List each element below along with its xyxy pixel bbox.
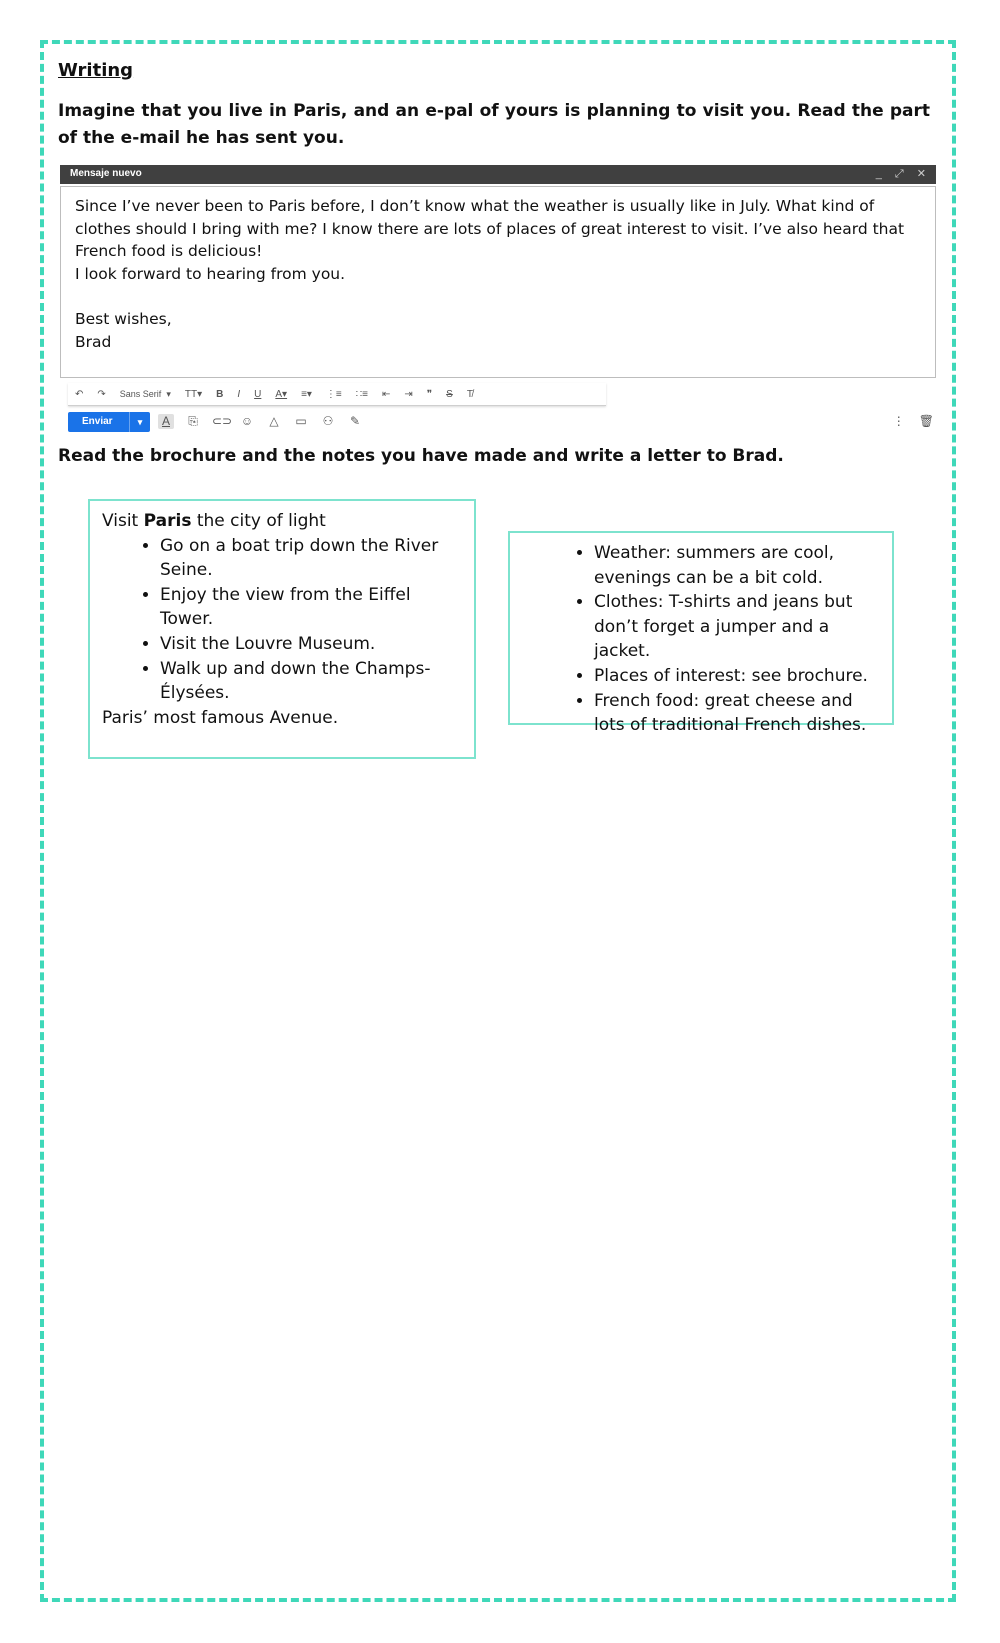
- link-icon[interactable]: ⊂⊃: [212, 414, 233, 428]
- brochure-footer: Paris’ most famous Avenue.: [102, 707, 339, 728]
- text-color-icon[interactable]: A▾: [275, 388, 288, 400]
- undo-icon[interactable]: ↶: [75, 388, 84, 400]
- send-row: [68, 412, 934, 432]
- indent-more-icon[interactable]: ⇥: [404, 388, 413, 400]
- send-options-icon[interactable]: ▾: [129, 412, 150, 432]
- intro-text: Imagine that you live in Paris, and an e-pal of yours is planning to visit you. Read the part of the e-mail he has sent you.: [58, 101, 930, 148]
- email-closing: Best wishes,: [75, 309, 172, 328]
- brochure-item: • Visit the Louvre Museum.: [160, 632, 462, 657]
- emoji-icon[interactable]: ☺: [240, 414, 254, 428]
- brochure-heading: [102, 509, 462, 534]
- redo-icon[interactable]: ↷: [97, 388, 106, 400]
- email-paragraph: Since I’ve never been to Paris before, I don’t know what the weather is usually like in July. What kind of clothes should I bring with me? I know there are lots of places of great interest to visit. I’ve also heard that French food is delicious!: [75, 197, 905, 261]
- brochure-item: • Go on a boat trip down the River Seine.: [160, 534, 462, 583]
- close-icon[interactable]: ✕: [916, 168, 926, 180]
- drive-icon[interactable]: △: [269, 414, 279, 428]
- trash-icon[interactable]: 🗑: [918, 414, 934, 428]
- send-button[interactable]: [68, 412, 150, 432]
- attach-icon[interactable]: ⎘: [188, 414, 198, 428]
- confidential-icon[interactable]: ⚇: [322, 414, 334, 428]
- brochure-suffix: the city of light: [191, 511, 326, 531]
- note-item: • Clothes: T-shirts and jeans but don’t forget a jumper and a jacket.: [594, 590, 878, 664]
- email-body[interactable]: [60, 186, 936, 378]
- notes-list: [522, 541, 878, 738]
- more-options-icon[interactable]: ⋮: [892, 414, 905, 428]
- clear-formatting-icon[interactable]: T̸: [466, 388, 473, 400]
- quote-icon[interactable]: ❞: [426, 388, 433, 400]
- align-icon[interactable]: ≡▾: [301, 388, 312, 400]
- note-item: • Places of interest: see brochure.: [594, 664, 878, 689]
- photo-icon[interactable]: ▭: [295, 414, 307, 428]
- text-size-icon[interactable]: TT▾: [184, 388, 203, 400]
- brochure-prefix: Visit: [102, 511, 144, 531]
- numbered-list-icon[interactable]: ⋮≡: [325, 388, 342, 400]
- strikethrough-icon[interactable]: S: [446, 388, 453, 400]
- bulleted-list-icon[interactable]: ∷≡: [355, 388, 368, 400]
- compose-actions: [158, 414, 363, 429]
- formatting-toolbar: [68, 383, 606, 406]
- notes-box: [508, 531, 894, 736]
- brochure-city: Paris: [143, 511, 192, 531]
- indent-less-icon[interactable]: ⇤: [381, 388, 391, 400]
- signature-icon[interactable]: ✎: [349, 414, 361, 428]
- compose-right-actions: [893, 414, 934, 428]
- font-select[interactable]: [113, 389, 178, 400]
- font-select-value: Sans Serif: [119, 389, 162, 399]
- brochure-item: • Walk up and down the Champs-Élysées.: [160, 657, 462, 706]
- instruction-text: Read the brochure and the notes you have made and write a letter to Brad.: [58, 446, 784, 466]
- chevron-down-icon: ▾: [166, 388, 171, 399]
- expand-icon[interactable]: ⤢: [894, 168, 904, 180]
- email-paragraph: I look forward to hearing from you.: [75, 265, 346, 284]
- send-button-label: Enviar: [82, 416, 113, 427]
- email-title-bar: [60, 165, 936, 184]
- email-window-title: Mensaje nuevo: [70, 168, 142, 179]
- underline-icon[interactable]: U: [254, 388, 262, 400]
- brochure-box: [88, 499, 476, 759]
- section-title: Writing: [58, 60, 134, 81]
- italic-icon[interactable]: I: [237, 388, 241, 400]
- note-item: • Weather: summers are cool, evenings can be a bit cold.: [594, 541, 878, 590]
- note-item: • French food: great cheese and lots of traditional French dishes.: [594, 689, 878, 738]
- window-controls: [866, 167, 926, 181]
- bold-icon[interactable]: B: [216, 388, 224, 400]
- brochure-list: [102, 534, 462, 706]
- formatting-options-icon[interactable]: A: [158, 414, 174, 429]
- email-signature: Brad: [75, 332, 112, 351]
- email-spacer: [75, 286, 921, 308]
- minimize-icon[interactable]: _: [875, 168, 882, 180]
- brochure-item: • Enjoy the view from the Eiffel Tower.: [160, 583, 462, 632]
